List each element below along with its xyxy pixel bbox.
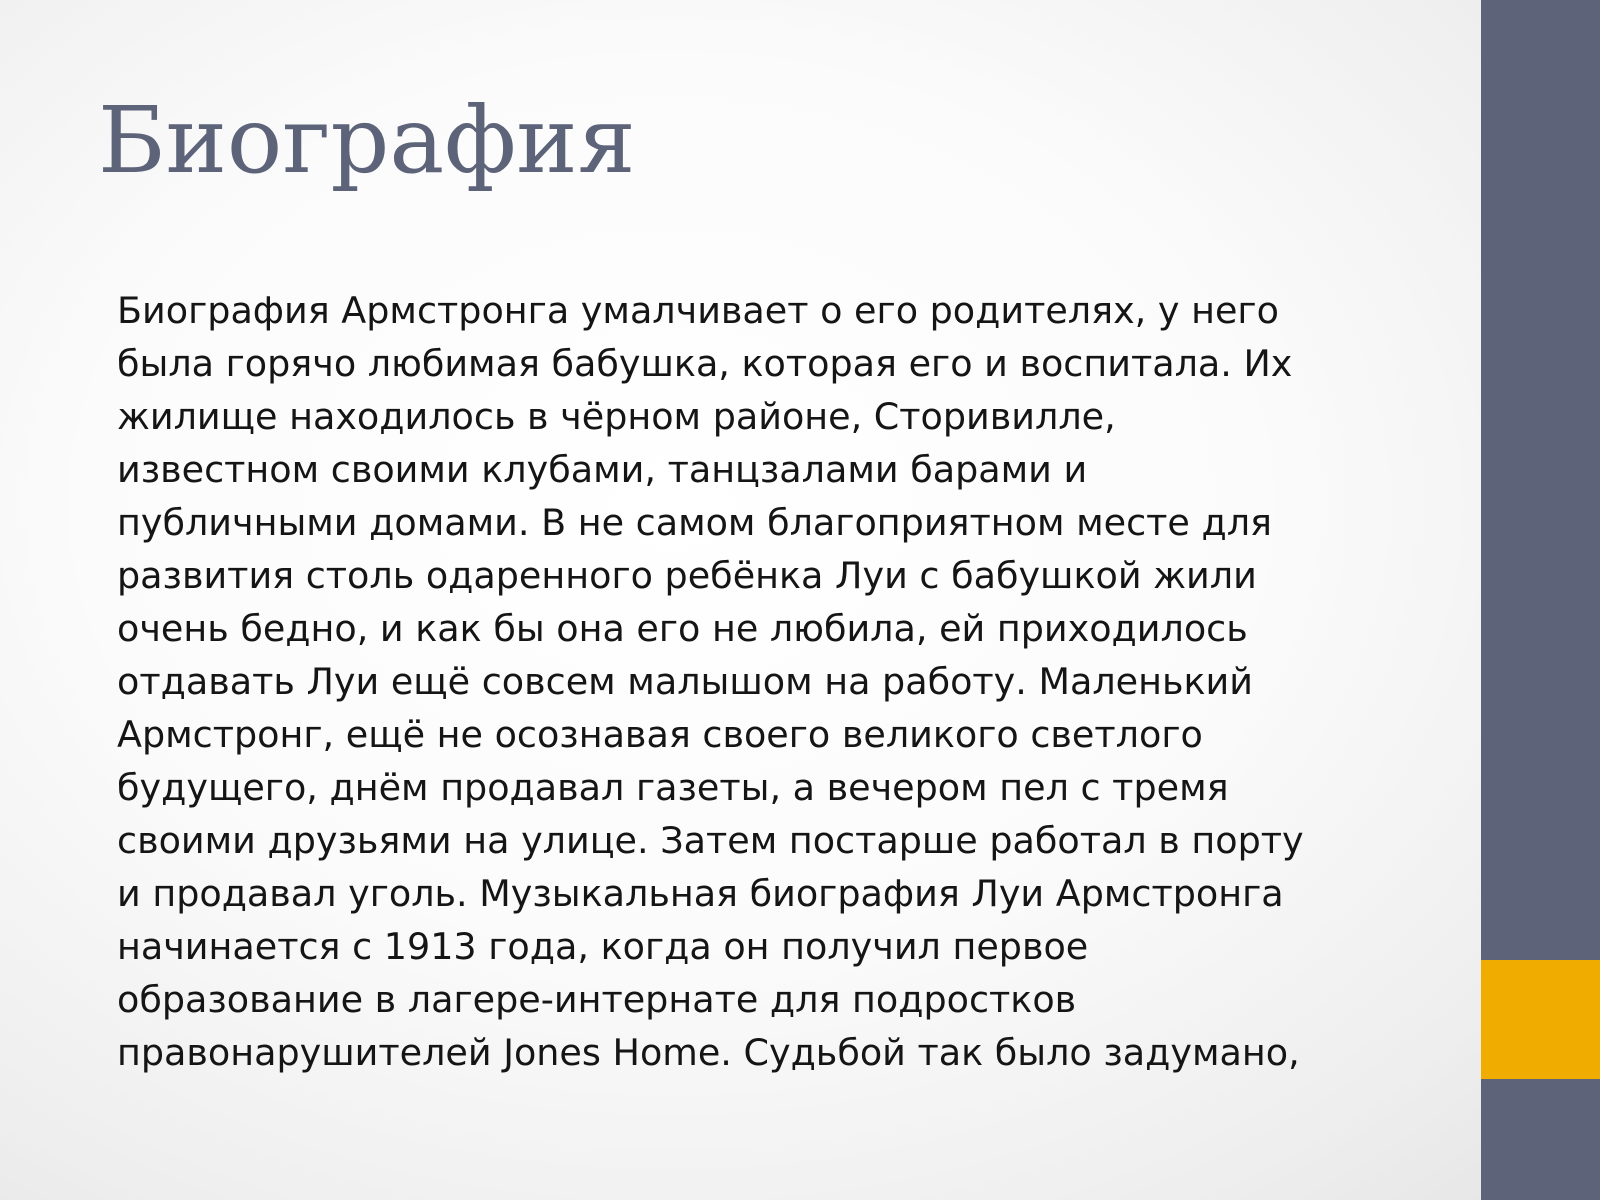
body-line: жилище находилось в чёрном районе, Сторивилле,	[117, 395, 1116, 438]
slide-title: Биография	[98, 87, 636, 194]
body-line: Биография Армстронга умалчивает о его родителях, у него	[117, 289, 1279, 332]
body-line: была горячо любимая бабушка, которая его и воспитала. Их	[117, 342, 1293, 385]
side-accent-block	[1481, 960, 1600, 1079]
body-line: Армстронг, ещё не осознавая своего великого светлого	[117, 713, 1203, 756]
body-line: очень бедно, и как бы она его не любила, ей приходилось	[117, 607, 1248, 650]
body-line: отдавать Луи ещё совсем малышом на работу. Маленький	[117, 660, 1253, 703]
body-line: правонарушителей Jones Home. Судьбой так было задумано,	[117, 1031, 1300, 1074]
body-line: своими друзьями на улице. Затем постарше работал в порту	[117, 819, 1304, 862]
slide-body-text	[117, 284, 1457, 1079]
body-line: будущего, днём продавал газеты, а вечером пел с тремя	[117, 766, 1229, 809]
body-line: образование в лагере-интернате для подростков	[117, 978, 1077, 1021]
body-line: и продавал уголь. Музыкальная биография Луи Армстронга	[117, 872, 1284, 915]
body-line: известном своими клубами, танцзалами барами и	[117, 448, 1088, 491]
body-line: начинается с 1913 года, когда он получил первое	[117, 925, 1089, 968]
body-line: развития столь одаренного ребёнка Луи с бабушкой жили	[117, 554, 1257, 597]
body-line: публичными домами. В не самом благоприятном месте для	[117, 501, 1272, 544]
